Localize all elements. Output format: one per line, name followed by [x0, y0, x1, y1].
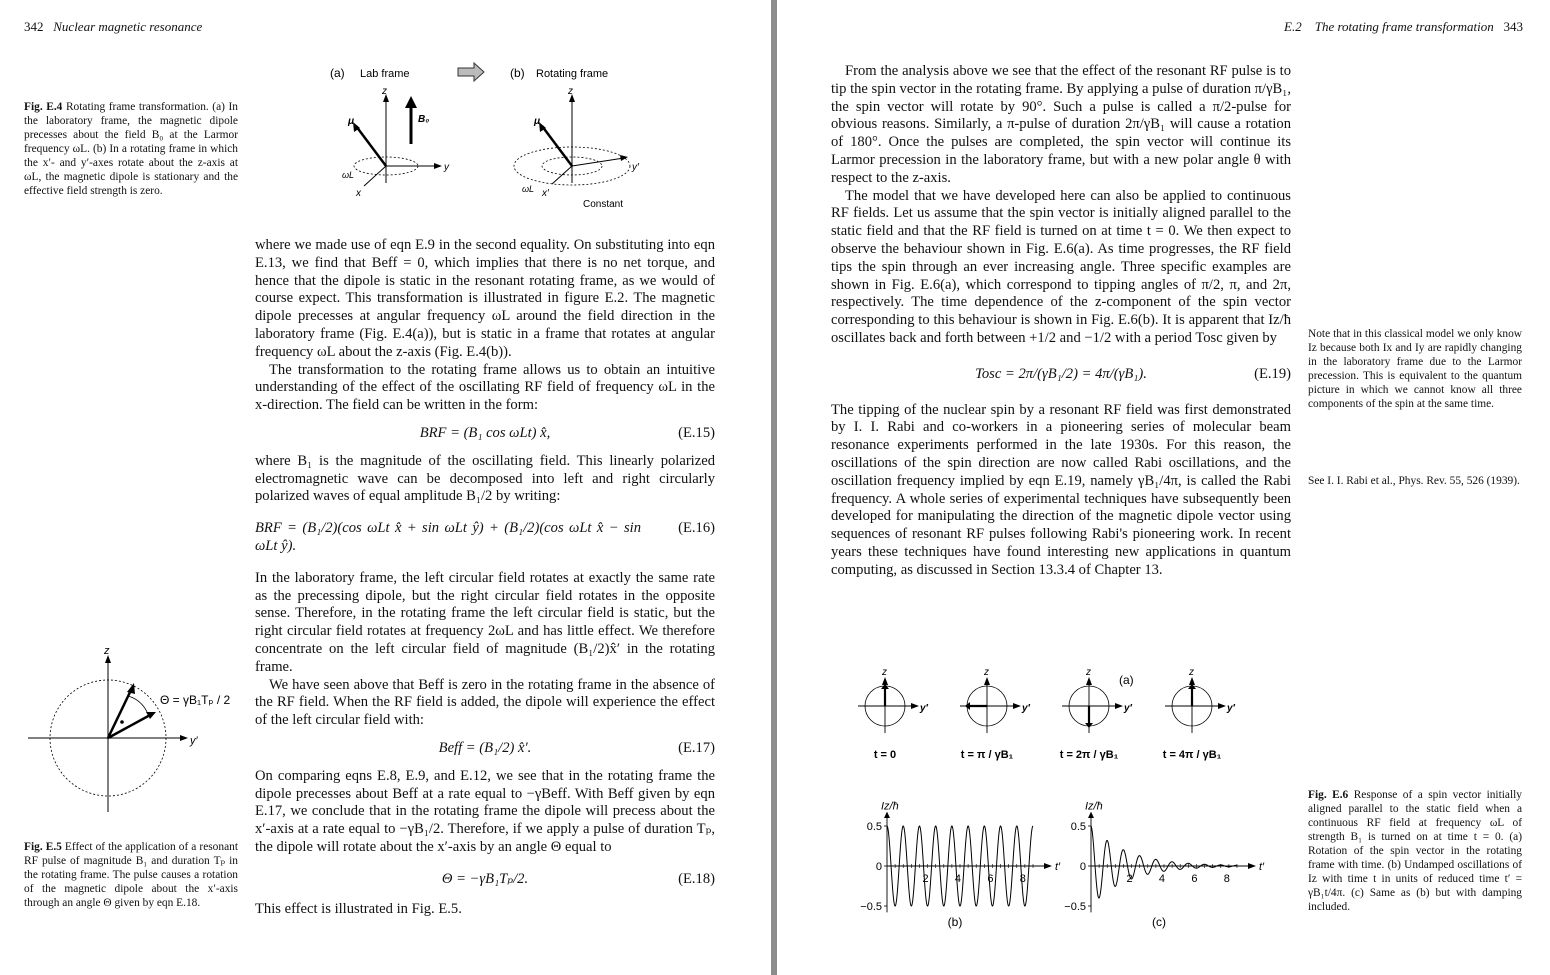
figure-e5 [24, 642, 246, 822]
y-axis-label: Iz/ħ [1085, 800, 1103, 813]
spin-axis-z: z [984, 667, 989, 678]
right-paragraph-2: The model that we have developed here can also be applied to continuous RF fields. Let us assume that the spin vector is initially aligned parallel to the static field and that the RF field is turned on at time t = 0. We then expect to observe the behaviour shown in Fig. E.6(a). As time progresses, the RF field tips the spin through an ever increasing angle. Three specific examples are shown in Fig. E.6(a), which correspond to tipping angles of π/2, π, and 2π, respectively. The time dependence of the z-component of the spin vector corresponding to this behaviour is shown in Fig. E.6(b). It is apparent that Iz/ħ oscillates back and forth between +1/2 and −1/2 with a period Tosc given by [831, 187, 1291, 346]
fig-e5-caption-text: Effect of the application of a resonant RF pulse of magnitude B₁ and duration Tₚ in the rotating frame. The pulse causes a rotation of the magnetic dipole about the x′-axis through an angle Θ given by eqn E.18. [24, 841, 238, 909]
sidenote-classical-model: Note that in this classical model we only know Iz because both Ix and Iy are rapidly changing in the laboratory frame due to the Larmor precession. This is equivalent to the quantum picture in which we cannot know all three components of the spin at the same time. [1308, 328, 1522, 410]
y-tick-label: 0.5 [1070, 821, 1086, 833]
spin-diagram-2 [960, 667, 1031, 761]
equation-e18 [255, 871, 715, 889]
y-tick-label: 0 [875, 861, 882, 873]
y-tick-label: −0.5 [1064, 901, 1086, 913]
equation-e19 [831, 366, 1291, 384]
right-page [777, 0, 1550, 975]
rot-axis-xprime: x′ [542, 188, 549, 199]
rot-omega: ωL [522, 184, 535, 194]
spin-axis-yprime: y′ [1022, 703, 1030, 714]
rot-mu: μ [534, 116, 541, 127]
rot-axis-z: z [568, 86, 573, 97]
chart-panel-label: (b) [947, 915, 963, 929]
fig-e4-transform-arrow [458, 63, 484, 81]
left-paragraph-2: The transformation to the rotating frame allows us to obtain an intuitive understanding of the effect of the oscillating RF field of frequency ωL in the x-direction. The field can be written in the form: [255, 361, 715, 414]
fig-e5-caption [24, 840, 238, 910]
left-paragraph-3: where B₁ is the magnitude of the oscillating field. This linearly polarized electromagnetic wave can be decomposed into left and right circularly polarized waves of equal amplitude B₁/2 by writing: [255, 452, 715, 505]
right-section-title: The rotating frame transformation [1314, 19, 1494, 34]
lab-mu: μ [348, 116, 355, 127]
left-paragraph-4: In the laboratory frame, the left circular field rotates at exactly the same rate as the precessing dipole, but the right circular field rotates in the opposite sense. Therefore, in the rotating frame the left circular field is static, but the right circular field rotates at frequency 2ωL and has little effect. We therefore concentrate on the left circular field of magnitude (B₁/2)x̂′ in the rotating frame. [255, 569, 715, 675]
chart-e6c [1064, 790, 1269, 932]
e5-angle-label: Θ = γB₁Tₚ / 2 [160, 693, 231, 707]
spin-time-label: t = 0 [873, 749, 897, 761]
rotating-frame-diagram [514, 86, 640, 210]
fig-e6-caption-label: Fig. E.6 [1308, 789, 1349, 801]
fig-e6-caption-text: Response of a spin vector initially aligned parallel to the static field when a continuous RF field at frequency ωL of strength B₁ is turned on at time t = 0. (a) Rotation of the spin vector in the rotating frame with time. (b) Undamped oscillations of Iz with time t in units of reduced time t′ = γB₁t/4π. (c) Same as (b) but with damping included. [1308, 789, 1522, 913]
equation-e16 [255, 520, 715, 556]
e5-axis-yprime: y′ [190, 735, 198, 747]
right-running-head [1284, 19, 1523, 35]
lab-axis-x: x [356, 188, 361, 199]
x-tick-label: 2 [922, 873, 929, 885]
spin-diagram-1 [858, 667, 929, 761]
fig-e6a-panel-label: (a) [1119, 673, 1134, 687]
right-section-number: E.2 [1284, 19, 1302, 34]
left-body-text [255, 237, 715, 918]
right-page-number: 343 [1503, 19, 1523, 34]
fig-e4-caption [24, 100, 238, 198]
right-paragraph-1: From the analysis above we see that the effect of the resonant RF pulse is to tip the spin vector in the rotating frame. By applying a pulse of duration π/γB₁, the spin vector will rotate by 90°. Such a pulse is called a π/2-pulse for obvious reasons. Similarly, a π-pulse of duration 2π/γB₁ will cause a rotation of 180°. Once the pulses are completed, the spin vector will continue its Larmor precession in the laboratory frame, but with a new polar angle θ with respect to the z-axis. [831, 63, 1291, 186]
fig-e4-label-a: (a) [330, 66, 345, 80]
y-tick-label: 0 [1079, 861, 1086, 873]
rot-constant: Constant [583, 199, 624, 210]
left-paragraph-5: We have seen above that Beff is zero in the rotating frame in the absence of the RF field. When the RF field is added, the dipole will experience the effect of the left circular field with: [255, 676, 715, 729]
figure-e6a [865, 660, 1265, 766]
chart-e6b [860, 790, 1065, 932]
fig-e4-caption-text: Rotating frame transformation. (a) In the laboratory frame, the magnetic dipole precesses about the field B₀ at the Larmor frequency ωL. (b) In a rotating frame in which the x′- and y′-axes rotate about the z-axis at ωL, the magnetic dipole is stationary and the effective field strength is zero. [24, 101, 238, 197]
left-running-head [24, 19, 202, 35]
spin-axis-yprime: y′ [920, 703, 928, 714]
equation-e19-text: Tosc = 2π/(γB₁/2) = 4π/(γB₁). [975, 365, 1147, 382]
fig-e4-caption-label: Fig. E.4 [24, 101, 63, 113]
sidenote-rabi-reference: See I. I. Rabi et al., Phys. Rev. 55, 526 (1939). [1308, 475, 1520, 487]
x-tick-label: 6 [1191, 873, 1198, 885]
chart-panel-label: (c) [1152, 915, 1166, 929]
equation-e15-text: BRF = (B₁ cos ωLt) x̂, [419, 424, 551, 441]
figure-e4 [320, 58, 640, 216]
fig-e5-caption-label: Fig. E.5 [24, 841, 62, 853]
lab-frame-diagram [342, 86, 450, 199]
spin-time-label: t = 2π / γB₁ [1059, 749, 1119, 761]
equation-e16-text: BRF = (B₁/2)(cos ωLt x̂ + sin ωLt ŷ) + (B₁/2)(cos ωLt x̂ − sin ωLt ŷ). [255, 520, 641, 554]
fig-e4-title-a: Lab frame [360, 68, 410, 80]
left-page-number: 342 [24, 19, 44, 34]
equation-e15-tag: (E.15) [678, 424, 715, 441]
y-tick-label: −0.5 [860, 901, 882, 913]
spin-axis-yprime: y′ [1227, 703, 1235, 714]
equation-e15 [255, 425, 715, 443]
y-axis-label: Iz/ħ [881, 800, 899, 813]
fig-e6-caption [1308, 788, 1522, 914]
spin-axis-z: z [882, 667, 887, 678]
x-tick-label: 2 [1126, 873, 1133, 885]
right-body-text [831, 63, 1291, 580]
left-paragraph-7: This effect is illustrated in Fig. E.5. [255, 900, 462, 917]
x-tick-label: 4 [1158, 873, 1166, 885]
left-chapter-title: Nuclear magnetic resonance [53, 19, 203, 34]
x-axis-label: t′ [1055, 861, 1061, 873]
lab-b0: B₀ [418, 114, 430, 125]
left-paragraph-6: On comparing eqns E.8, E.9, and E.12, we see that in the rotating frame the dipole precesses about Beff at a rate equal to −γBeff. With Beff given by eqn E.17, we conclude that in the rotating frame the dipole will precess about the x′-axis at a rate equal to −γB₁/2. Therefore, if we apply a pulse of duration Tₚ, the dipole will rotate about the x′-axis by an angle Θ equal to [255, 767, 715, 855]
spin-diagram-4 [1163, 667, 1236, 761]
oscillation-curve [1091, 826, 1237, 898]
equation-e18-text: Θ = −γB₁Tₚ/2. [441, 870, 529, 887]
spin-time-label: t = 4π / γB₁ [1162, 749, 1222, 761]
fig-e4-label-b: (b) [510, 66, 525, 80]
equation-e17-tag: (E.17) [678, 739, 715, 756]
right-paragraph-3: The tipping of the nuclear spin by a resonant RF field was first demonstrated by I. I. Rabi and co-workers in a pioneering series of molecular beam resonance experiments performed in the late 1930s. For this reason, the oscillations of the spin direction are now called Rabi oscillations, and the oscillation frequency implied by eqn E.19, namely γB₁/4π, is called the Rabi frequency. A whole series of experimental techniques have subsequently been developed for manipulating the direction of the magnetic dipole vector using sequences of resonant RF pulses following Rabi's pioneering work. In recent years these techniques have found interesting new applications in quantum computing, as discussed in Section 13.3.4 of Chapter 13. [831, 401, 1291, 578]
spin-time-label: t = π / γB₁ [960, 749, 1014, 761]
lab-axis-y: y [444, 162, 449, 173]
spin-axis-yprime: y′ [1124, 703, 1132, 714]
equation-e17 [255, 740, 715, 758]
left-paragraph-1: where we made use of eqn E.9 in the second equality. On substituting into eqn E.13, we find that Beff = 0, which implies that there is no net torque, and hence that the dipole is static in the resonant rotating frame, as we would of course expect. This transformation is illustrated in figure E.2. The magnetic dipole precesses at angular frequency ωL around the field direction in the laboratory frame (Fig. E.4(a)), but is static in a frame that rotates at angular frequency ωL about the z-axis (Fig. E.4(b)). [255, 237, 715, 360]
rot-axis-yprime: y′ [632, 162, 639, 173]
x-tick-label: 4 [954, 873, 962, 885]
spin-axis-z: z [1086, 667, 1091, 678]
x-tick-label: 6 [987, 873, 994, 885]
left-page [0, 0, 771, 975]
equation-e18-tag: (E.18) [678, 870, 715, 887]
x-tick-label: 8 [1019, 873, 1026, 885]
lab-omega: ωL [342, 170, 355, 180]
equation-e16-tag: (E.16) [678, 520, 715, 537]
y-tick-label: 0.5 [866, 821, 882, 833]
lab-axis-z: z [382, 86, 387, 97]
x-axis-label: t′ [1259, 861, 1265, 873]
fig-e4-title-b: Rotating frame [536, 68, 609, 80]
equation-e17-text: Beff = (B₁/2) x̂′. [438, 739, 532, 756]
e5-axis-z: z [104, 645, 110, 657]
x-tick-label: 8 [1223, 873, 1230, 885]
equation-e19-tag: (E.19) [1254, 365, 1291, 382]
spin-axis-z: z [1189, 667, 1194, 678]
